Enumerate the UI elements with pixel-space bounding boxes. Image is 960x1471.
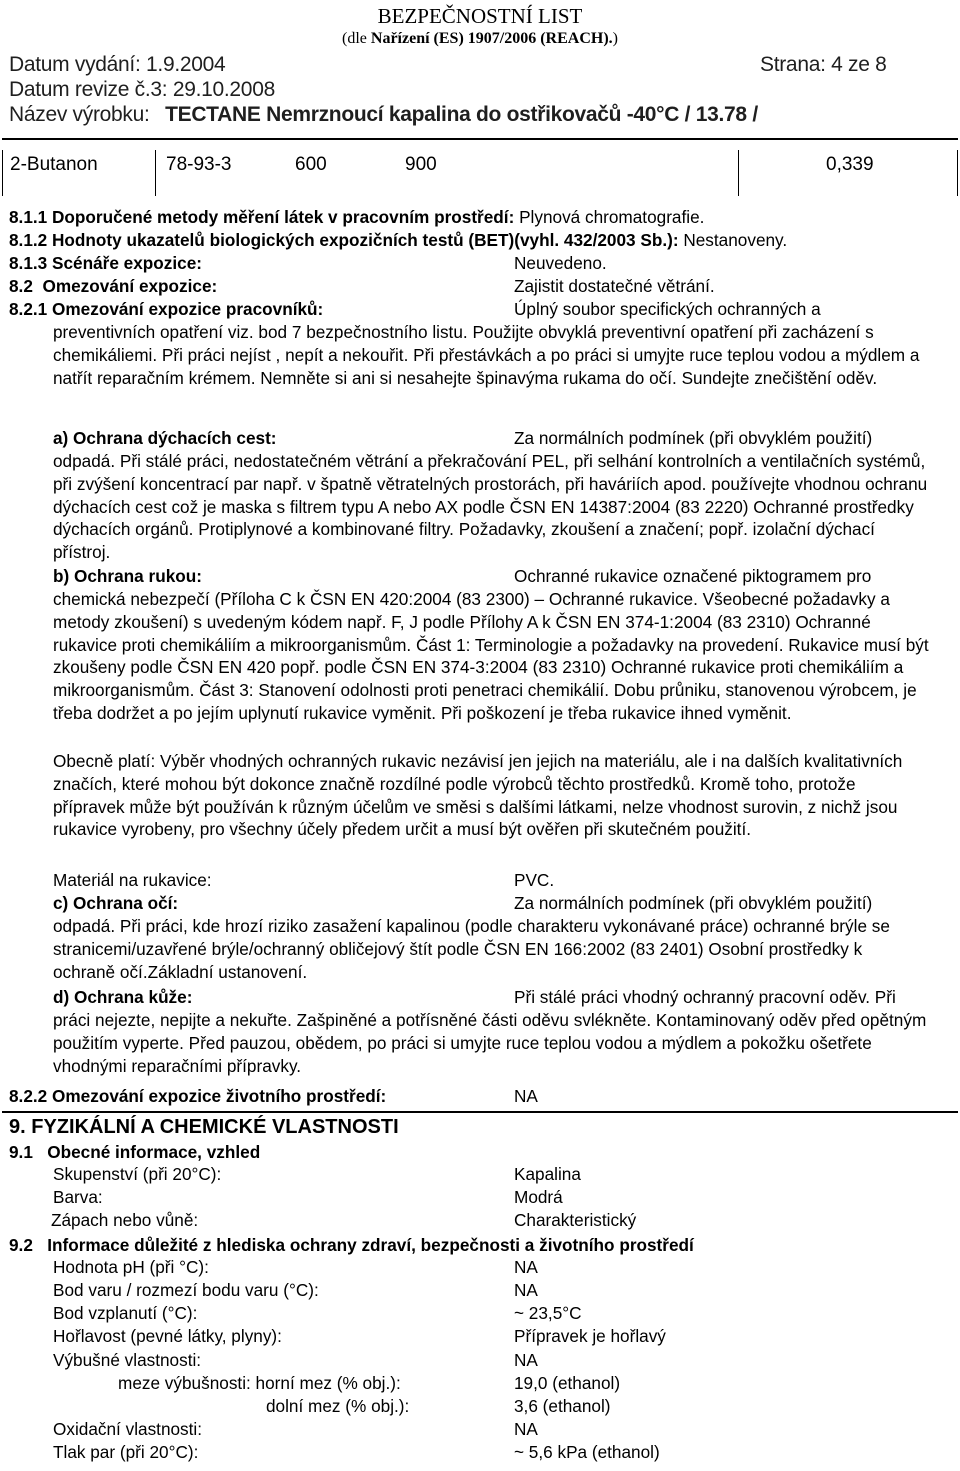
glove-material-value: PVC.	[514, 870, 555, 890]
explosion-upper-limit-label: meze výbušnosti: horní mez (% obj.):	[118, 1373, 401, 1393]
header-divider	[2, 138, 958, 140]
glove-material-label: Materiál na rukavice:	[53, 870, 212, 890]
explosion-lower-limit-value: 3,6 (ethanol)	[514, 1396, 611, 1416]
flash-point-value: ~ 23,5°C	[514, 1303, 582, 1323]
respiratory-protection-label: a) Ochrana dýchacích cest:	[53, 428, 277, 448]
section-number: 8.1.3	[9, 253, 48, 273]
ph-value: NA	[514, 1257, 538, 1277]
section-8-2-2-value: NA	[514, 1086, 538, 1106]
substance-limit-npk: 900	[405, 154, 437, 175]
table-border-left	[2, 150, 3, 196]
ph-label: Hodnota pH (při °C):	[53, 1257, 209, 1277]
section-label: Scénáře expozice:	[52, 253, 203, 273]
eye-protection-label: c) Ochrana očí:	[53, 893, 179, 913]
hand-protection-label: b) Ochrana rukou:	[53, 566, 202, 586]
section-number: 8.1.1	[9, 207, 48, 227]
section-8-2-1-text: preventivních opatření viz. bod 7 bezpečnostního listu. Použijte obvyklá preventivní opatření při zacházení s chemikáliemi. Při práci nejíst , nepít a nekouřit. Při přestávkách a po práci si umyjte ruce teplou vodou a mýdlem a natřít reparačním krémem. Nemněte si ani si nesahejte špinavýma rukama do očí. Sundejte znečištění oděv.	[53, 322, 920, 388]
issue-date-line	[9, 53, 225, 77]
section-divider	[2, 1111, 958, 1113]
section-number: 8.2	[9, 276, 33, 296]
document-title: BEZPEČNOSTNÍ LIST	[377, 4, 583, 28]
vapour-pressure-label: Tlak par (při 20°C):	[53, 1442, 199, 1462]
table-border-2	[738, 150, 739, 196]
hand-protection-general: Obecně platí: Výběr vhodných ochranných rukavic nezávisí jen jejich na materiálu, ale i na dalších kvalitativních značích, které mohou být dokonce značně rozdílné podle výrobců těchto prostředků. Kromě toho, protože přípravek může být používán k různým účelům ve směsi s dalšími látkami, nelze vhodnost surovin, z nichž jsou rukavice vyrobeny, pro všechny účely předem určit a musí být ověřen při skutečném použití.	[53, 751, 903, 840]
section-label: Omezování expozice pracovníků:	[52, 299, 324, 319]
section-8-2-2	[9, 1085, 386, 1108]
section-label: Omezování expozice:	[42, 276, 218, 296]
section-9-2-title: 9.2 Informace důležité z hlediska ochrany zdraví, bezpečnosti a životního prostředí	[9, 1235, 694, 1255]
section-number: 8.2.1	[9, 299, 48, 319]
section-number: 8.2.2	[9, 1086, 48, 1106]
subtitle-prefix: (dle	[342, 30, 371, 47]
oxidizing-properties-label: Oxidační vlastnosti:	[53, 1419, 203, 1439]
table-border-right	[957, 150, 958, 196]
section-8-1-1	[9, 206, 704, 229]
revision-date-line	[9, 78, 275, 102]
regulation-reference: Nařízení (ES) 1907/2006 (REACH).	[370, 30, 613, 47]
skin-protection-text: práci nejezte, nepijte a nekuřte. Zašpiněné a potřísněné části oděvu svlékněte. Kontaminovaný oděv před opětným použitím vyperte. Před pauzou, obědem, po práci si umyjte ruce teplou vodou a mýdlem a pokožku ošetřete vhodnými reparačními přípravky.	[53, 1010, 927, 1076]
section-9-1-title: 9.1 Obecné informace, vzhled	[9, 1142, 261, 1162]
appearance-state-label: Skupenství (při 20°C):	[53, 1164, 222, 1184]
vapour-pressure-value: ~ 5,6 kPa (ethanol)	[514, 1442, 660, 1462]
revision-date-label: Datum revize č.3:	[9, 78, 168, 101]
substance-factor: 0,339	[826, 154, 874, 175]
revision-date-value: 29.10.2008	[172, 78, 275, 101]
product-name-line	[9, 103, 758, 127]
explosive-properties-label: Výbušné vlastnosti:	[53, 1350, 202, 1370]
issue-date-label: Datum vydání:	[9, 53, 141, 76]
boiling-point-label: Bod varu / rozmezí bodu varu (°C):	[53, 1280, 319, 1300]
respiratory-protection-text: odpadá. Při stálé práci, nedostatečném větrání a překračování PEL, při selhání kontrolních a ventilačních systémů, při zvýšení koncentrací par např. v špatně větratelných prostorách, při haváriích apod. používejte vhodnou ochranu dýchacích cest což je maska s filtrem typu A nebo AX podle ČSN EN 14387:2004 (83 2220) Ochranné prostředky dýchacích orgánů. Protiplynové a kombinované filtry. Požadavky, zkoušení a značení; popř. izolační dýchací přístroj.	[53, 451, 928, 563]
appearance-odor-value: Charakteristický	[514, 1210, 637, 1230]
section-label: Omezování expozice životního prostředí:	[52, 1086, 387, 1106]
section-8-1-2	[9, 229, 787, 252]
boiling-point-value: NA	[514, 1280, 538, 1300]
section-8-2	[9, 275, 217, 298]
hand-protection-text: chemická nebezpečí (Příloha C k ČSN EN 420:2004 (83 2300) – Ochranné rukavice. Všeobecné požadavky a metody zkoušení) s uvedeným kódem např. F, J podle Přílohy A k ČSN EN 374-1:2004 (83 2310) Ochranné rukavice proti chemikáliím a mikroorganismům. Část 1: Terminologie a požadavky na provedení. Rukavice musí být zkoušeny podle ČSN EN 420 popř. podle ČSN EN 374-3:2004 (83 2310) Ochranné rukavice proti chemikáliím a mikroorganismům. Část 3: Stanovení odolnosti proti penetraci chemikálií. Dobu průniku, stanovenou výrobcem, je třeba dodržet a po jejím uplynutí rukavice vyměnit. Při poškození je třeba rukavice ihned vyměnit.	[53, 589, 929, 723]
section-label: Doporučené metody měření látek v pracovním prostředí:	[52, 207, 515, 227]
product-name-value: TECTANE Nemrznoucí kapalina do ostřikovačů -40°C / 13.78 /	[165, 103, 758, 126]
flammability-value: Přípravek je hořlavý	[514, 1326, 666, 1346]
skin-protection-value: Při stálé práci vhodný ochranný pracovní oděv. Při	[514, 987, 896, 1007]
respiratory-protection-value: Za normálních podmínek (při obvyklém použití)	[514, 428, 873, 448]
section-8-2-1-value: Úplný soubor specifických ochranných a	[514, 299, 821, 319]
section-9-title: 9. FYZIKÁLNÍ A CHEMICKÉ VLASTNOSTI	[9, 1116, 399, 1138]
appearance-odor-label: Zápach nebo vůně:	[51, 1210, 199, 1230]
substance-cas: 78-93-3	[166, 154, 232, 175]
page-number: Strana: 4 ze 8	[760, 53, 887, 76]
substance-limit-pel: 600	[295, 154, 327, 175]
flammability-label: Hořlavost (pevné látky, plyny):	[53, 1326, 282, 1346]
section-8-1-3	[9, 252, 202, 275]
section-number: 8.1.2	[9, 230, 48, 250]
section-label: Hodnoty ukazatelů biologických expozičních testů (BET)(vyhl. 432/2003 Sb.):	[52, 230, 679, 250]
section-value: Nestanoveny.	[683, 230, 788, 250]
skin-protection-label: d) Ochrana kůže:	[53, 987, 193, 1007]
section-8-2-1	[9, 298, 323, 321]
explosion-lower-limit-label: dolní mez (% obj.):	[266, 1396, 410, 1416]
document-subtitle	[0, 30, 960, 48]
appearance-color-label: Barva:	[53, 1187, 103, 1207]
explosive-properties-value: NA	[514, 1350, 538, 1370]
section-value: Plynová chromatografie.	[519, 207, 705, 227]
substance-name: 2-Butanon	[10, 154, 98, 175]
flash-point-label: Bod vzplanutí (°C):	[53, 1303, 198, 1323]
section-8-2-value: Zajistit dostatečné větrání.	[514, 276, 715, 296]
section-8-1-3-value: Neuvedeno.	[514, 253, 607, 273]
subtitle-suffix: )	[612, 30, 618, 47]
explosion-upper-limit-value: 19,0 (ethanol)	[514, 1373, 621, 1393]
hand-protection-value: Ochranné rukavice označené piktogramem pro	[514, 566, 872, 586]
product-name-label: Název výrobku:	[9, 103, 150, 126]
table-border-1	[155, 150, 156, 196]
issue-date-value: 1.9.2004	[146, 53, 226, 76]
appearance-color-value: Modrá	[514, 1187, 563, 1207]
eye-protection-value: Za normálních podmínek (při obvyklém použití)	[514, 893, 873, 913]
appearance-state-value: Kapalina	[514, 1164, 581, 1184]
oxidizing-properties-value: NA	[514, 1419, 538, 1439]
eye-protection-text: odpadá. Při práci, kde hrozí riziko zasažení kapalinou (podle charakteru vykonávané práce) ochranné brýle se stranicemi/uzavřené brýle/ochranný obličejový štít podle ČSN EN 166:2002 (83 2401) Osobní prostředky k ochraně očí.Základní ustanovení.	[53, 916, 890, 982]
